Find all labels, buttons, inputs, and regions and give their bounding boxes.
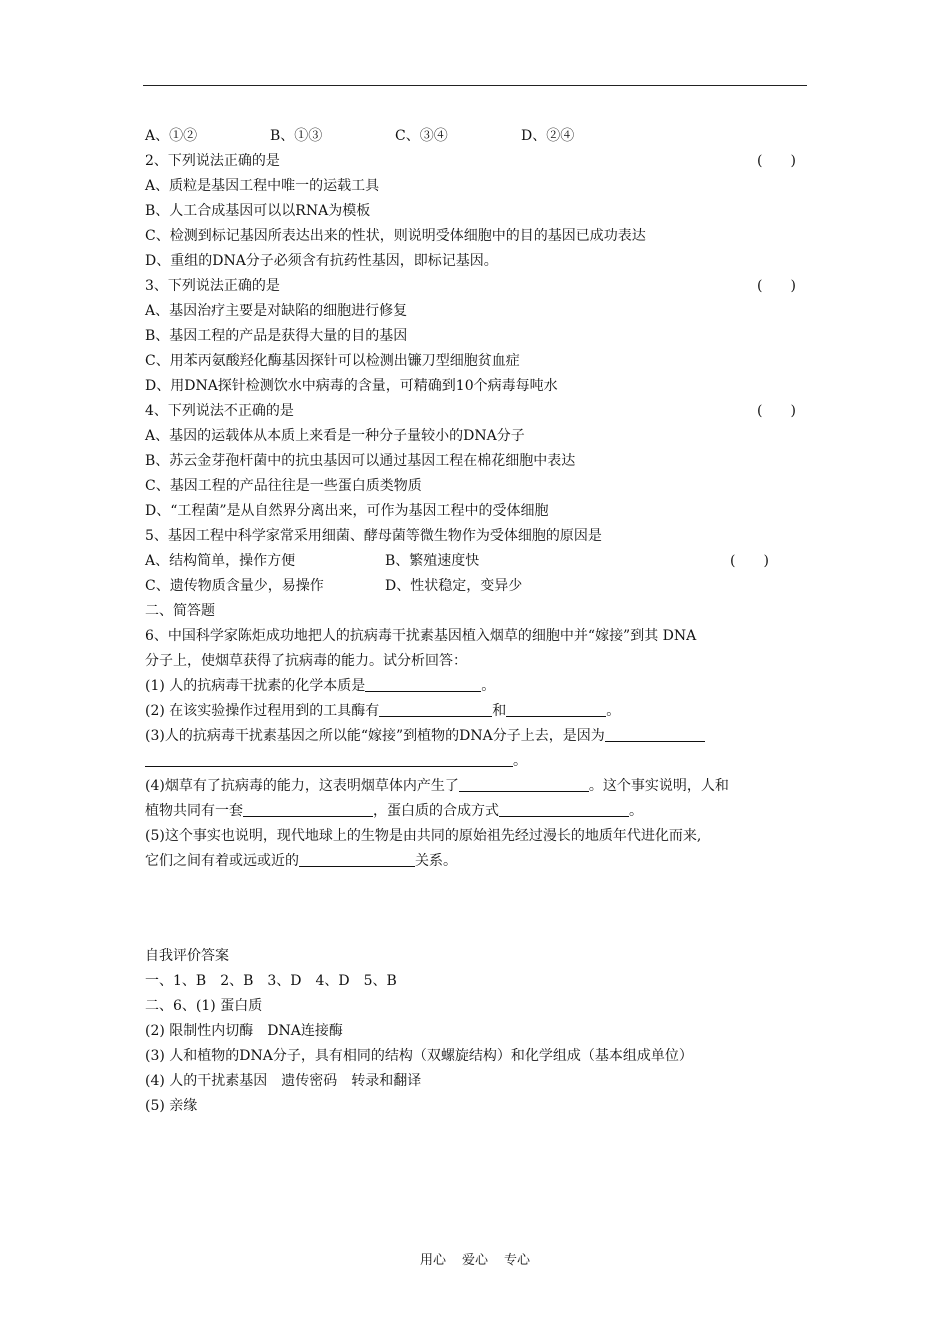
q6-part5-line1: (5)这个事实也说明，现代地球上的生物是由共同的原始祖先经过漫长的地质年代进化而来, bbox=[145, 828, 702, 844]
q4-answer-paren: ( ) bbox=[757, 403, 796, 419]
q4-option-d: D、“工程菌”是从自然界分离出来，可作为基因工程中的受体细胞 bbox=[145, 503, 549, 519]
q6-stem-line2: 分子上，使烟草获得了抗病毒的能力。试分析回答： bbox=[145, 653, 467, 669]
q6-part3-blank-a[interactable] bbox=[605, 725, 705, 742]
q6-part3-line1 bbox=[145, 724, 810, 749]
q6-part4-line2 bbox=[145, 799, 810, 824]
q6-part3-blank-b[interactable] bbox=[145, 750, 513, 767]
q1-option-d: D、②④ bbox=[521, 128, 575, 144]
q6-part4-blank3[interactable] bbox=[499, 800, 629, 817]
q6-part5-blank[interactable] bbox=[299, 850, 415, 867]
q4-option-a: A、基因的运载体从本质上来看是一种分子量较小的DNA分子 bbox=[145, 428, 525, 444]
footer-item: 专心 bbox=[504, 1253, 531, 1268]
q1-option-c: C、③④ bbox=[395, 128, 448, 144]
q6-part4-blank1[interactable] bbox=[459, 775, 589, 792]
q6-part4-blank2[interactable] bbox=[243, 800, 373, 817]
q4-stem: 4、下列说法不正确的是 bbox=[145, 403, 294, 419]
q5-option-d: D、性状稳定，变异少 bbox=[385, 578, 523, 594]
q6-part2-end: 。 bbox=[606, 703, 621, 719]
q2-answer-paren: ( ) bbox=[757, 153, 796, 169]
answers-line3: (2) 限制性内切酶 DNA连接酶 bbox=[145, 1023, 343, 1039]
q2-option-a: A、质粒是基因工程中唯一的运载工具 bbox=[145, 178, 380, 194]
q6-part2-blank2[interactable] bbox=[506, 700, 606, 717]
q6-part4-line2-text: 植物共同有一套 bbox=[145, 803, 243, 819]
q3-stem-row bbox=[145, 274, 810, 299]
q6-part2-text: (2) 在该实验操作过程用到的工具酶有 bbox=[145, 703, 380, 719]
q6-part3-text: (3)人的抗病毒干扰素基因之所以能“嫁接”到植物的DNA分子上去，是因为 bbox=[145, 728, 605, 744]
answers-title: 自我评价答案 bbox=[145, 948, 229, 964]
header-rule bbox=[143, 85, 807, 86]
q5-answer-paren: ( ) bbox=[730, 553, 769, 569]
q6-stem-line1: 6、中国科学家陈炬成功地把人的抗病毒干扰素基因植入烟草的细胞中并“嫁接”到其 DNA bbox=[145, 628, 697, 644]
q3-option-b: B、基因工程的产品是获得大量的目的基因 bbox=[145, 328, 408, 344]
q5-option-b: B、繁殖速度快 bbox=[385, 553, 480, 569]
q2-option-b: B、人工合成基因可以以RNA为模板 bbox=[145, 203, 371, 219]
q6-part2 bbox=[145, 699, 810, 724]
page-footer bbox=[0, 1249, 950, 1268]
q5-option-a: A、结构简单，操作方便 bbox=[145, 553, 296, 569]
q6-part4-text: (4)烟草有了抗病毒的能力，这表明烟草体内产生了 bbox=[145, 778, 459, 794]
footer-item: 用心 bbox=[419, 1253, 446, 1268]
answers-line6: (5) 亲缘 bbox=[145, 1098, 198, 1114]
q1-options bbox=[145, 124, 810, 149]
q6-part2-and: 和 bbox=[492, 703, 507, 719]
q6-part1-text: (1) 人的抗病毒干扰素的化学本质是 bbox=[145, 678, 366, 694]
answers-line2: 二、6、(1) 蛋白质 bbox=[145, 998, 263, 1014]
q6-part3-end: 。 bbox=[513, 753, 527, 769]
q1-option-a: A、①② bbox=[145, 128, 198, 144]
q3-answer-paren: ( ) bbox=[757, 278, 796, 294]
q6-part1-end: 。 bbox=[481, 678, 496, 694]
q6-part5-text: 它们之间有着或远或近的 bbox=[145, 853, 299, 869]
q2-option-d: D、重组的DNA分子必须含有抗药性基因，即标记基因。 bbox=[145, 253, 498, 269]
q2-stem: 2、下列说法正确的是 bbox=[145, 153, 280, 169]
q5-options-row2 bbox=[145, 574, 810, 599]
q5-option-c: C、遗传物质含量少，易操作 bbox=[145, 578, 324, 594]
q6-part2-blank1[interactable] bbox=[379, 700, 492, 717]
answers-line4: (3) 人和植物的DNA分子，具有相同的结构（双螺旋结构）和化学组成（基本组成单位） bbox=[145, 1048, 693, 1064]
q3-option-a: A、基因治疗主要是对缺陷的细胞进行修复 bbox=[145, 303, 408, 319]
q6-part4-mid: 。这个事实说明，人和 bbox=[588, 778, 729, 794]
spacer bbox=[145, 874, 810, 944]
q6-part3-line2 bbox=[145, 749, 810, 774]
q2-option-c: C、检测到标记基因所表达出来的性状，则说明受体细胞中的目的基因已成功表达 bbox=[145, 228, 646, 244]
q5-stem: 5、基因工程中科学家常采用细菌、酵母菌等微生物作为受体细胞的原因是 bbox=[145, 528, 602, 544]
q3-option-c: C、用苯丙氨酸羟化酶基因探针可以检测出镰刀型细胞贫血症 bbox=[145, 353, 520, 369]
answers-line1: 一、1、B 2、B 3、D 4、D 5、B bbox=[145, 973, 397, 989]
q5-options-row1 bbox=[145, 549, 810, 574]
q3-stem: 3、下列说法正确的是 bbox=[145, 278, 280, 294]
footer-item: 爱心 bbox=[461, 1253, 488, 1268]
q6-part4-line1 bbox=[145, 774, 810, 799]
q6-part1-blank[interactable] bbox=[365, 675, 481, 692]
q6-part4-end: 。 bbox=[629, 803, 643, 819]
q4-stem-row bbox=[145, 399, 810, 424]
document-body bbox=[145, 124, 810, 1119]
q1-option-b: B、①③ bbox=[270, 128, 323, 144]
answers-line5: (4) 人的干扰素基因 遗传密码 转录和翻译 bbox=[145, 1073, 422, 1089]
q2-stem-row bbox=[145, 149, 810, 174]
q6-part1 bbox=[145, 674, 810, 699]
q6-part4-line2-mid: ，蛋白质的合成方式 bbox=[373, 803, 499, 819]
q4-option-c: C、基因工程的产品往往是一些蛋白质类物质 bbox=[145, 478, 422, 494]
q4-option-b: B、苏云金芽孢杆菌中的抗虫基因可以通过基因工程在棉花细胞中表达 bbox=[145, 453, 576, 469]
q3-option-d: D、用DNA探针检测饮水中病毒的含量，可精确到10个病毒每吨水 bbox=[145, 378, 558, 394]
q6-part5-end: 关系。 bbox=[415, 853, 457, 869]
q6-part5-line2 bbox=[145, 849, 810, 874]
section-title-short-answer: 二、简答题 bbox=[145, 603, 215, 619]
